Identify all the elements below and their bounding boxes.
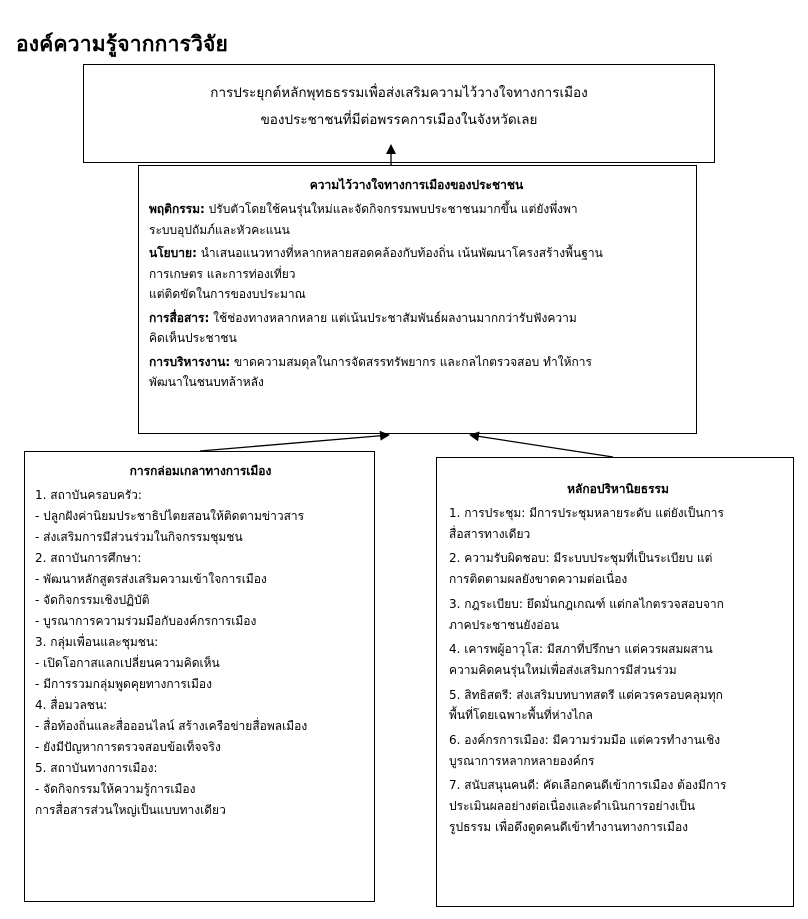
- dhamma-item-2-line-2: การติดตามผลยังขาดความต่อเนื่อง: [449, 572, 628, 587]
- aparihaniya-dhamma-box: [436, 457, 794, 907]
- dhamma-item-1-line-1: 1. การประชุม: มีการประชุมหลายระดับ แต่ยังเป็นการ: [449, 506, 724, 520]
- communication-item: [149, 308, 684, 349]
- left-line-10: - มีการรวมกลุ่มพูดคุยทางการเมือง: [35, 677, 212, 691]
- left-line-6: - จัดกิจกรรมเชิงปฏิบัติ: [35, 593, 150, 607]
- left-line-11: 4. สื่อมวลชน:: [35, 698, 108, 712]
- dhamma-item-7: [449, 775, 787, 837]
- dhamma-item-2-line-1: 2. ความรับผิดชอบ: มีระบบประชุมที่เป็นระเบียบ แต่: [449, 551, 713, 566]
- policy-text-1: นำเสนอแนวทางที่หลากหลายสอดคล้องกับท้องถิ่น เน้นพัฒนาโครงสร้างพื้นฐาน: [200, 246, 603, 260]
- left-line-7: - บูรณาการความร่วมมือกับองค์กรการเมือง: [35, 614, 257, 628]
- behavior-text-2: ระบบอุปถัมภ์และหัวคะแนน: [149, 222, 290, 237]
- dhamma-item-1: [449, 503, 787, 544]
- left-line-13: - ยังมีปัญหาการตรวจสอบข้อเท็จจริง: [35, 740, 221, 754]
- behavior-item: [149, 199, 684, 240]
- arrow-right-to-mid: [470, 435, 613, 457]
- policy-text-2: การเกษตร และการท่องเที่ยว: [149, 266, 296, 281]
- communication-label: การสื่อสาร:: [149, 310, 210, 325]
- left-line-14: 5. สถาบันทางการเมือง:: [35, 761, 158, 775]
- arrow-left-to-mid: [200, 435, 389, 451]
- dhamma-item-3-line-1: 3. กฎระเบียบ: ยึดมั่นกฎเกณฑ์ แต่กลไกตรวจสอบจาก: [449, 596, 724, 611]
- dhamma-item-7-line-3: รูปธรรม เพื่อดึงดูดคนดีเข้าทำงานทางการเมือง: [449, 819, 689, 834]
- research-title-line-2: ของประชาชนที่มีต่อพรรคการเมืองในจังหวัดเลย: [260, 112, 538, 128]
- left-line-5: - พัฒนาหลักสูตรส่งเสริมความเข้าใจการเมือง: [35, 572, 267, 586]
- policy-item: [149, 243, 684, 305]
- left-line-1: 1. สถาบันครอบครัว:: [35, 488, 142, 502]
- dhamma-item-6-line-2: บูรณาการหลากหลายองค์กร: [449, 753, 595, 768]
- left-line-15: - จัดกิจกรรมให้ความรู้การเมือง: [35, 782, 196, 796]
- left-line-2: - ปลูกฝังค่านิยมประชาธิปไตยสอนให้ติดตามข่าวสาร: [35, 509, 305, 523]
- policy-label: นโยบาย:: [149, 246, 197, 260]
- left-line-12: - สื่อท้องถิ่นและสื่อออนไลน์ สร้างเครือข่ายสื่อพลเมือง: [35, 719, 308, 733]
- dhamma-item-1-line-2: สื่อสารทางเดียว: [449, 526, 531, 541]
- administration-label: การบริหารงาน:: [149, 354, 231, 369]
- behavior-text-1: ปรับตัวโดยใช้คนรุ่นใหม่และจัดกิจกรรมพบประชาชนมากขึ้น แต่ยังพึ่งพา: [208, 202, 578, 216]
- left-line-8: 3. กลุ่มเพื่อนและชุมชน:: [35, 635, 159, 649]
- communication-text-1: ใช้ช่องทางหลากหลาย แต่เน้นประชาสัมพันธ์ผลงานมากกว่ารับฟังความ: [213, 310, 577, 325]
- political-socialization-box: [24, 451, 375, 902]
- dhamma-item-7-line-1: 7. สนับสนุนคนดี: คัดเลือกคนดีเข้าการเมือง ต้องมีการ: [449, 778, 727, 793]
- dhamma-item-5-line-2: พื้นที่โดยเฉพาะพื้นที่ห่างไกล: [449, 708, 593, 723]
- political-socialization-heading: การกล่อมเกลาทางการเมือง: [129, 464, 272, 478]
- dhamma-item-5: [449, 685, 787, 726]
- policy-text-3: แต่ติดขัดในการของบประมาณ: [149, 287, 306, 301]
- aparihaniya-dhamma-heading: หลักอปริหานิยธรรม: [567, 482, 669, 496]
- dhamma-item-6-line-1: 6. องค์กรการเมือง: มีความร่วมมือ แต่ควรทำงานเชิง: [449, 733, 721, 748]
- behavior-label: พฤติกรรม:: [149, 202, 205, 216]
- political-trust-heading: ความไว้วางใจทางการเมืองของประชาชน: [309, 178, 524, 192]
- dhamma-item-4-line-1: 4. เคารพผู้อาวุโส: มีสภาที่ปรึกษา แต่ควรผสมผสาน: [449, 642, 713, 657]
- administration-text-2: พัฒนาในชนบทล้าหลัง: [149, 375, 264, 389]
- research-title-box: [83, 64, 715, 163]
- research-title-line-1: การประยุกต์หลักพุทธธรรมเพื่อส่งเสริมความไว้วางใจทางการเมือง: [210, 85, 588, 101]
- page-title: องค์ความรู้จากการวิจัย: [16, 32, 229, 56]
- administration-text-1: ขาดความสมดุลในการจัดสรรทรัพยากร และกลไกตรวจสอบ ทำให้การ: [234, 354, 592, 369]
- communication-text-2: คิดเห็นประชาชน: [149, 331, 237, 345]
- dhamma-item-3: [449, 594, 787, 635]
- left-line-4: 2. สถาบันการศึกษา:: [35, 551, 142, 565]
- dhamma-item-4: [449, 639, 787, 680]
- dhamma-item-5-line-1: 5. สิทธิสตรี: ส่งเสริมบทบาทสตรี แต่ควรครอบคลุมทุก: [449, 687, 723, 702]
- political-trust-box: [138, 165, 697, 434]
- left-line-9: - เปิดโอกาสแลกเปลี่ยนความคิดเห็น: [35, 656, 220, 670]
- administration-item: [149, 352, 684, 393]
- left-line-16: การสื่อสารส่วนใหญ่เป็นแบบทางเดียว: [35, 803, 226, 817]
- dhamma-item-4-line-2: ความคิดคนรุ่นใหม่เพื่อส่งเสริมการมีส่วนร่วม: [449, 662, 677, 677]
- dhamma-item-2: [449, 548, 787, 589]
- dhamma-item-3-line-2: ภาคประชาชนยังอ่อน: [449, 617, 559, 632]
- left-line-3: - ส่งเสริมการมีส่วนร่วมในกิจกรรมชุมชน: [35, 530, 243, 544]
- dhamma-item-6: [449, 730, 787, 771]
- dhamma-item-7-line-2: ประเมินผลอย่างต่อเนื่องและดำเนินการอย่างเป็น: [449, 799, 696, 814]
